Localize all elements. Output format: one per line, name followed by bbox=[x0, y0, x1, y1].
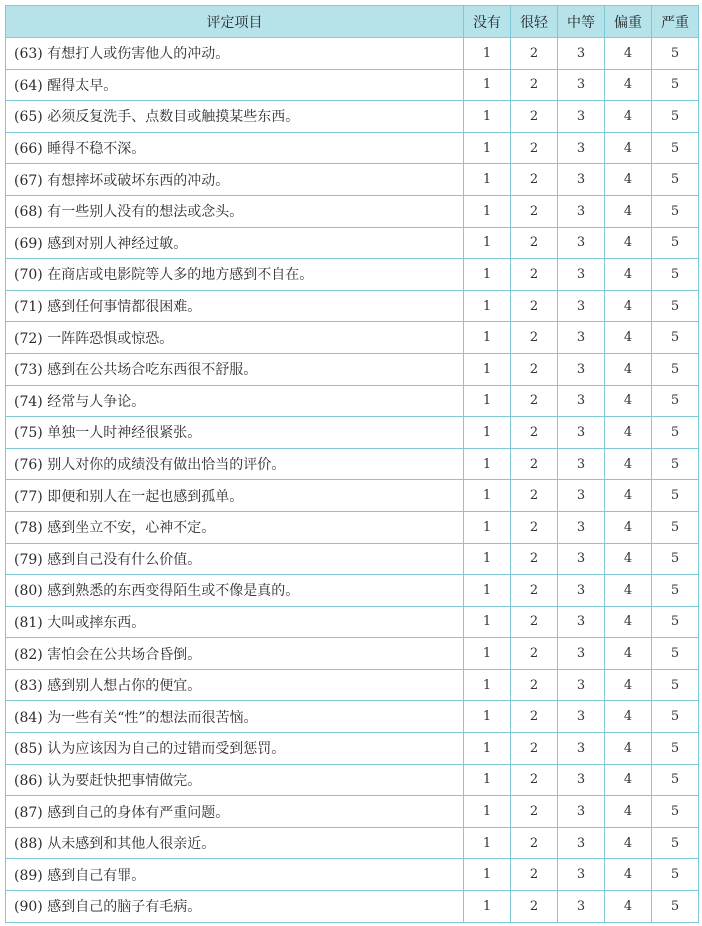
item-text: 害怕会在公共场合昏倒。 bbox=[47, 646, 202, 663]
score-option[interactable]: 3 bbox=[558, 511, 605, 543]
score-option[interactable]: 1 bbox=[464, 322, 511, 354]
score-option[interactable]: 3 bbox=[558, 606, 605, 638]
table-row bbox=[6, 480, 699, 512]
score-option[interactable]: 4 bbox=[605, 480, 652, 512]
score-option[interactable]: 3 bbox=[558, 733, 605, 765]
score-option[interactable]: 1 bbox=[464, 669, 511, 701]
score-option[interactable]: 2 bbox=[511, 511, 558, 543]
item-number: (73) bbox=[14, 362, 43, 379]
item-number: (90) bbox=[14, 899, 43, 916]
item-text: 醒得太早。 bbox=[47, 77, 118, 94]
item-cell bbox=[6, 385, 464, 417]
score-option[interactable]: 3 bbox=[558, 669, 605, 701]
item-number: (72) bbox=[14, 330, 43, 347]
score-option[interactable]: 4 bbox=[605, 701, 652, 733]
score-option[interactable]: 5 bbox=[652, 638, 699, 670]
score-option[interactable]: 1 bbox=[464, 638, 511, 670]
score-option[interactable]: 4 bbox=[605, 132, 652, 164]
item-text: 一阵阵恐惧或惊恐。 bbox=[47, 330, 174, 347]
score-option[interactable]: 2 bbox=[511, 385, 558, 417]
table-row bbox=[6, 417, 699, 449]
score-option[interactable]: 4 bbox=[605, 164, 652, 196]
score-option[interactable]: 4 bbox=[605, 195, 652, 227]
item-cell bbox=[6, 543, 464, 575]
score-option[interactable]: 5 bbox=[652, 227, 699, 259]
header-level-none: 没有 bbox=[464, 6, 511, 38]
item-cell bbox=[6, 448, 464, 480]
item-number: (87) bbox=[14, 804, 43, 821]
score-option[interactable]: 3 bbox=[558, 575, 605, 607]
item-cell bbox=[6, 891, 464, 923]
score-option[interactable]: 4 bbox=[605, 227, 652, 259]
item-text: 经常与人争论。 bbox=[47, 393, 146, 410]
item-text: 感到自己的脑子有毛病。 bbox=[47, 899, 202, 916]
score-option[interactable]: 2 bbox=[511, 796, 558, 828]
score-option[interactable]: 3 bbox=[558, 195, 605, 227]
score-option[interactable]: 1 bbox=[464, 480, 511, 512]
item-text: 在商店或电影院等人多的地方感到不自在。 bbox=[47, 267, 314, 284]
table-row bbox=[6, 701, 699, 733]
score-option[interactable]: 4 bbox=[605, 448, 652, 480]
item-text: 感到熟悉的东西变得陌生或不像是真的。 bbox=[47, 583, 300, 600]
score-option[interactable]: 1 bbox=[464, 417, 511, 449]
table-row bbox=[6, 669, 699, 701]
item-text: 睡得不稳不深。 bbox=[47, 141, 146, 158]
score-option[interactable]: 5 bbox=[652, 195, 699, 227]
score-option[interactable]: 3 bbox=[558, 701, 605, 733]
score-option[interactable]: 5 bbox=[652, 764, 699, 796]
score-option[interactable]: 2 bbox=[511, 259, 558, 291]
header-item: 评定项目 bbox=[6, 6, 464, 38]
item-text: 感到任何事情都很困难。 bbox=[47, 299, 202, 316]
score-option[interactable]: 4 bbox=[605, 859, 652, 891]
item-cell bbox=[6, 764, 464, 796]
table-row bbox=[6, 638, 699, 670]
score-option[interactable]: 5 bbox=[652, 101, 699, 133]
header-level-mild: 很轻 bbox=[511, 6, 558, 38]
table-row bbox=[6, 38, 699, 70]
table-row bbox=[6, 132, 699, 164]
score-option[interactable]: 2 bbox=[511, 38, 558, 70]
item-number: (85) bbox=[14, 741, 43, 758]
table-row bbox=[6, 606, 699, 638]
score-option[interactable]: 1 bbox=[464, 353, 511, 385]
item-cell bbox=[6, 859, 464, 891]
score-option[interactable]: 1 bbox=[464, 859, 511, 891]
score-option[interactable]: 4 bbox=[605, 733, 652, 765]
score-option[interactable]: 1 bbox=[464, 796, 511, 828]
score-option[interactable]: 3 bbox=[558, 101, 605, 133]
score-option[interactable]: 1 bbox=[464, 164, 511, 196]
score-option[interactable]: 2 bbox=[511, 290, 558, 322]
header-row bbox=[6, 6, 699, 38]
score-option[interactable]: 1 bbox=[464, 385, 511, 417]
table-row bbox=[6, 195, 699, 227]
score-option[interactable]: 5 bbox=[652, 511, 699, 543]
table-row bbox=[6, 322, 699, 354]
item-cell bbox=[6, 259, 464, 291]
score-option[interactable]: 3 bbox=[558, 290, 605, 322]
score-option[interactable]: 2 bbox=[511, 606, 558, 638]
score-option[interactable]: 3 bbox=[558, 796, 605, 828]
score-option[interactable]: 4 bbox=[605, 511, 652, 543]
score-option[interactable]: 5 bbox=[652, 543, 699, 575]
score-option[interactable]: 5 bbox=[652, 38, 699, 70]
score-option[interactable]: 4 bbox=[605, 606, 652, 638]
score-option[interactable]: 1 bbox=[464, 69, 511, 101]
score-option[interactable]: 3 bbox=[558, 259, 605, 291]
score-option[interactable]: 5 bbox=[652, 575, 699, 607]
item-cell bbox=[6, 796, 464, 828]
table-row bbox=[6, 796, 699, 828]
score-option[interactable]: 4 bbox=[605, 575, 652, 607]
item-text: 感到自己有罪。 bbox=[47, 867, 146, 884]
item-number: (74) bbox=[14, 393, 43, 410]
score-option[interactable]: 2 bbox=[511, 669, 558, 701]
item-cell bbox=[6, 290, 464, 322]
score-option[interactable]: 4 bbox=[605, 891, 652, 923]
header-level-moderate: 中等 bbox=[558, 6, 605, 38]
item-number: (63) bbox=[14, 46, 43, 63]
item-text: 感到自己没有什么价值。 bbox=[47, 551, 202, 568]
score-option[interactable]: 3 bbox=[558, 322, 605, 354]
item-text: 单独一人时神经很紧张。 bbox=[47, 425, 202, 442]
item-text: 感到别人想占你的便宜。 bbox=[47, 678, 202, 695]
item-text: 即便和别人在一起也感到孤单。 bbox=[47, 488, 244, 505]
score-option[interactable]: 2 bbox=[511, 101, 558, 133]
table-row bbox=[6, 227, 699, 259]
table-row bbox=[6, 511, 699, 543]
item-number: (79) bbox=[14, 551, 43, 568]
score-option[interactable]: 4 bbox=[605, 385, 652, 417]
score-option[interactable]: 2 bbox=[511, 353, 558, 385]
score-option[interactable]: 5 bbox=[652, 480, 699, 512]
item-text: 大叫或摔东西。 bbox=[47, 614, 146, 631]
item-number: (82) bbox=[14, 646, 43, 663]
item-cell bbox=[6, 101, 464, 133]
score-option[interactable]: 2 bbox=[511, 227, 558, 259]
score-option[interactable]: 5 bbox=[652, 69, 699, 101]
score-option[interactable]: 4 bbox=[605, 38, 652, 70]
score-option[interactable]: 3 bbox=[558, 448, 605, 480]
score-option[interactable]: 5 bbox=[652, 290, 699, 322]
item-text: 为一些有关“性”的想法而很苦恼。 bbox=[47, 709, 258, 726]
item-number: (68) bbox=[14, 204, 43, 221]
score-option[interactable]: 1 bbox=[464, 575, 511, 607]
score-option[interactable]: 3 bbox=[558, 38, 605, 70]
score-option[interactable]: 3 bbox=[558, 543, 605, 575]
item-cell bbox=[6, 669, 464, 701]
score-option[interactable]: 4 bbox=[605, 764, 652, 796]
item-text: 认为应该因为自己的过错而受到惩罚。 bbox=[47, 741, 286, 758]
item-number: (81) bbox=[14, 614, 43, 631]
score-option[interactable]: 3 bbox=[558, 385, 605, 417]
score-option[interactable]: 2 bbox=[511, 575, 558, 607]
score-option[interactable]: 2 bbox=[511, 638, 558, 670]
score-option[interactable]: 5 bbox=[652, 385, 699, 417]
score-option[interactable]: 2 bbox=[511, 322, 558, 354]
score-option[interactable]: 3 bbox=[558, 164, 605, 196]
score-option[interactable]: 4 bbox=[605, 827, 652, 859]
score-option[interactable]: 1 bbox=[464, 259, 511, 291]
score-option[interactable]: 5 bbox=[652, 733, 699, 765]
score-option[interactable]: 5 bbox=[652, 606, 699, 638]
item-number: (76) bbox=[14, 457, 43, 474]
item-text: 感到坐立不安，心神不定。 bbox=[47, 520, 216, 537]
score-option[interactable]: 1 bbox=[464, 764, 511, 796]
item-number: (67) bbox=[14, 172, 43, 189]
score-option[interactable]: 3 bbox=[558, 638, 605, 670]
score-option[interactable]: 5 bbox=[652, 132, 699, 164]
table-row bbox=[6, 385, 699, 417]
item-cell bbox=[6, 606, 464, 638]
table-body bbox=[6, 38, 699, 923]
score-option[interactable]: 4 bbox=[605, 543, 652, 575]
item-number: (78) bbox=[14, 520, 43, 537]
score-option[interactable]: 3 bbox=[558, 480, 605, 512]
score-option[interactable]: 4 bbox=[605, 101, 652, 133]
score-option[interactable]: 1 bbox=[464, 132, 511, 164]
score-option[interactable]: 5 bbox=[652, 417, 699, 449]
item-number: (84) bbox=[14, 709, 43, 726]
item-text: 感到自己的身体有严重问题。 bbox=[47, 804, 230, 821]
item-number: (77) bbox=[14, 488, 43, 505]
item-text: 有一些别人没有的想法或念头。 bbox=[47, 204, 244, 221]
score-option[interactable]: 2 bbox=[511, 543, 558, 575]
item-cell bbox=[6, 733, 464, 765]
item-number: (70) bbox=[14, 267, 43, 284]
score-option[interactable]: 5 bbox=[652, 796, 699, 828]
item-number: (80) bbox=[14, 583, 43, 600]
table-row bbox=[6, 353, 699, 385]
table-row bbox=[6, 290, 699, 322]
table-row bbox=[6, 448, 699, 480]
score-option[interactable]: 1 bbox=[464, 891, 511, 923]
score-option[interactable]: 5 bbox=[652, 353, 699, 385]
score-option[interactable]: 5 bbox=[652, 859, 699, 891]
score-option[interactable]: 4 bbox=[605, 259, 652, 291]
header-level-fairly-severe: 偏重 bbox=[605, 6, 652, 38]
score-option[interactable]: 3 bbox=[558, 859, 605, 891]
item-cell bbox=[6, 164, 464, 196]
score-option[interactable]: 3 bbox=[558, 417, 605, 449]
score-option[interactable]: 2 bbox=[511, 448, 558, 480]
score-option[interactable]: 5 bbox=[652, 891, 699, 923]
score-option[interactable]: 2 bbox=[511, 69, 558, 101]
score-option[interactable]: 1 bbox=[464, 827, 511, 859]
item-cell bbox=[6, 195, 464, 227]
score-option[interactable]: 4 bbox=[605, 669, 652, 701]
item-cell bbox=[6, 227, 464, 259]
score-option[interactable]: 5 bbox=[652, 259, 699, 291]
item-cell bbox=[6, 69, 464, 101]
score-option[interactable]: 4 bbox=[605, 322, 652, 354]
table-row bbox=[6, 891, 699, 923]
score-option[interactable]: 2 bbox=[511, 195, 558, 227]
score-option[interactable]: 1 bbox=[464, 227, 511, 259]
score-option[interactable]: 3 bbox=[558, 69, 605, 101]
score-option[interactable]: 3 bbox=[558, 353, 605, 385]
header-level-severe: 严重 bbox=[652, 6, 699, 38]
score-option[interactable]: 2 bbox=[511, 733, 558, 765]
score-option[interactable]: 5 bbox=[652, 827, 699, 859]
item-number: (83) bbox=[14, 678, 43, 695]
score-option[interactable]: 1 bbox=[464, 733, 511, 765]
table-row bbox=[6, 764, 699, 796]
item-cell bbox=[6, 575, 464, 607]
score-option[interactable]: 4 bbox=[605, 69, 652, 101]
score-option[interactable]: 1 bbox=[464, 448, 511, 480]
score-option[interactable]: 2 bbox=[511, 827, 558, 859]
score-option[interactable]: 5 bbox=[652, 322, 699, 354]
score-option[interactable]: 2 bbox=[511, 764, 558, 796]
table-row bbox=[6, 101, 699, 133]
score-option[interactable]: 3 bbox=[558, 764, 605, 796]
score-option[interactable]: 2 bbox=[511, 891, 558, 923]
item-number: (89) bbox=[14, 867, 43, 884]
score-option[interactable]: 2 bbox=[511, 701, 558, 733]
score-option[interactable]: 2 bbox=[511, 417, 558, 449]
item-text: 感到在公共场合吃东西很不舒服。 bbox=[47, 362, 258, 379]
item-cell bbox=[6, 417, 464, 449]
score-option[interactable]: 2 bbox=[511, 132, 558, 164]
score-option[interactable]: 3 bbox=[558, 891, 605, 923]
score-option[interactable]: 1 bbox=[464, 511, 511, 543]
score-option[interactable]: 2 bbox=[511, 164, 558, 196]
score-option[interactable]: 5 bbox=[652, 164, 699, 196]
rating-scale-sheet bbox=[5, 5, 698, 923]
score-option[interactable]: 5 bbox=[652, 448, 699, 480]
score-option[interactable]: 1 bbox=[464, 701, 511, 733]
score-option[interactable]: 5 bbox=[652, 701, 699, 733]
item-number: (69) bbox=[14, 235, 43, 252]
score-option[interactable]: 1 bbox=[464, 543, 511, 575]
score-option[interactable]: 1 bbox=[464, 38, 511, 70]
item-text: 别人对你的成绩没有做出恰当的评价。 bbox=[47, 457, 286, 474]
item-number: (75) bbox=[14, 425, 43, 442]
table-row bbox=[6, 259, 699, 291]
item-number: (65) bbox=[14, 109, 43, 126]
score-option[interactable]: 5 bbox=[652, 669, 699, 701]
item-text: 认为要赶快把事情做完。 bbox=[47, 772, 202, 789]
item-text: 感到对别人神经过敏。 bbox=[47, 235, 188, 252]
score-option[interactable]: 4 bbox=[605, 638, 652, 670]
item-text: 必须反复洗手、点数目或触摸某些东西。 bbox=[47, 109, 300, 126]
table-row bbox=[6, 543, 699, 575]
item-number: (88) bbox=[14, 836, 43, 853]
score-option[interactable]: 4 bbox=[605, 290, 652, 322]
score-option[interactable]: 4 bbox=[605, 796, 652, 828]
item-cell bbox=[6, 827, 464, 859]
table-row bbox=[6, 859, 699, 891]
table-row bbox=[6, 733, 699, 765]
item-number: (71) bbox=[14, 299, 43, 316]
item-cell bbox=[6, 638, 464, 670]
item-cell bbox=[6, 511, 464, 543]
score-option[interactable]: 1 bbox=[464, 195, 511, 227]
score-option[interactable]: 2 bbox=[511, 859, 558, 891]
item-cell bbox=[6, 322, 464, 354]
score-option[interactable]: 4 bbox=[605, 353, 652, 385]
item-cell bbox=[6, 480, 464, 512]
score-option[interactable]: 3 bbox=[558, 227, 605, 259]
rating-scale-table bbox=[5, 5, 699, 923]
table-row bbox=[6, 575, 699, 607]
item-cell bbox=[6, 353, 464, 385]
score-option[interactable]: 4 bbox=[605, 417, 652, 449]
score-option[interactable]: 1 bbox=[464, 101, 511, 133]
score-option[interactable]: 1 bbox=[464, 290, 511, 322]
item-number: (64) bbox=[14, 77, 43, 94]
table-row bbox=[6, 827, 699, 859]
score-option[interactable]: 1 bbox=[464, 606, 511, 638]
item-cell bbox=[6, 38, 464, 70]
score-option[interactable]: 2 bbox=[511, 480, 558, 512]
score-option[interactable]: 3 bbox=[558, 827, 605, 859]
item-text: 有想摔坏或破坏东西的冲动。 bbox=[47, 172, 230, 189]
item-cell bbox=[6, 132, 464, 164]
item-number: (66) bbox=[14, 141, 43, 158]
item-text: 有想打人或伤害他人的冲动。 bbox=[47, 46, 230, 63]
table-row bbox=[6, 69, 699, 101]
item-cell bbox=[6, 701, 464, 733]
score-option[interactable]: 3 bbox=[558, 132, 605, 164]
item-number: (86) bbox=[14, 772, 43, 789]
table-row bbox=[6, 164, 699, 196]
item-text: 从未感到和其他人很亲近。 bbox=[47, 836, 216, 853]
